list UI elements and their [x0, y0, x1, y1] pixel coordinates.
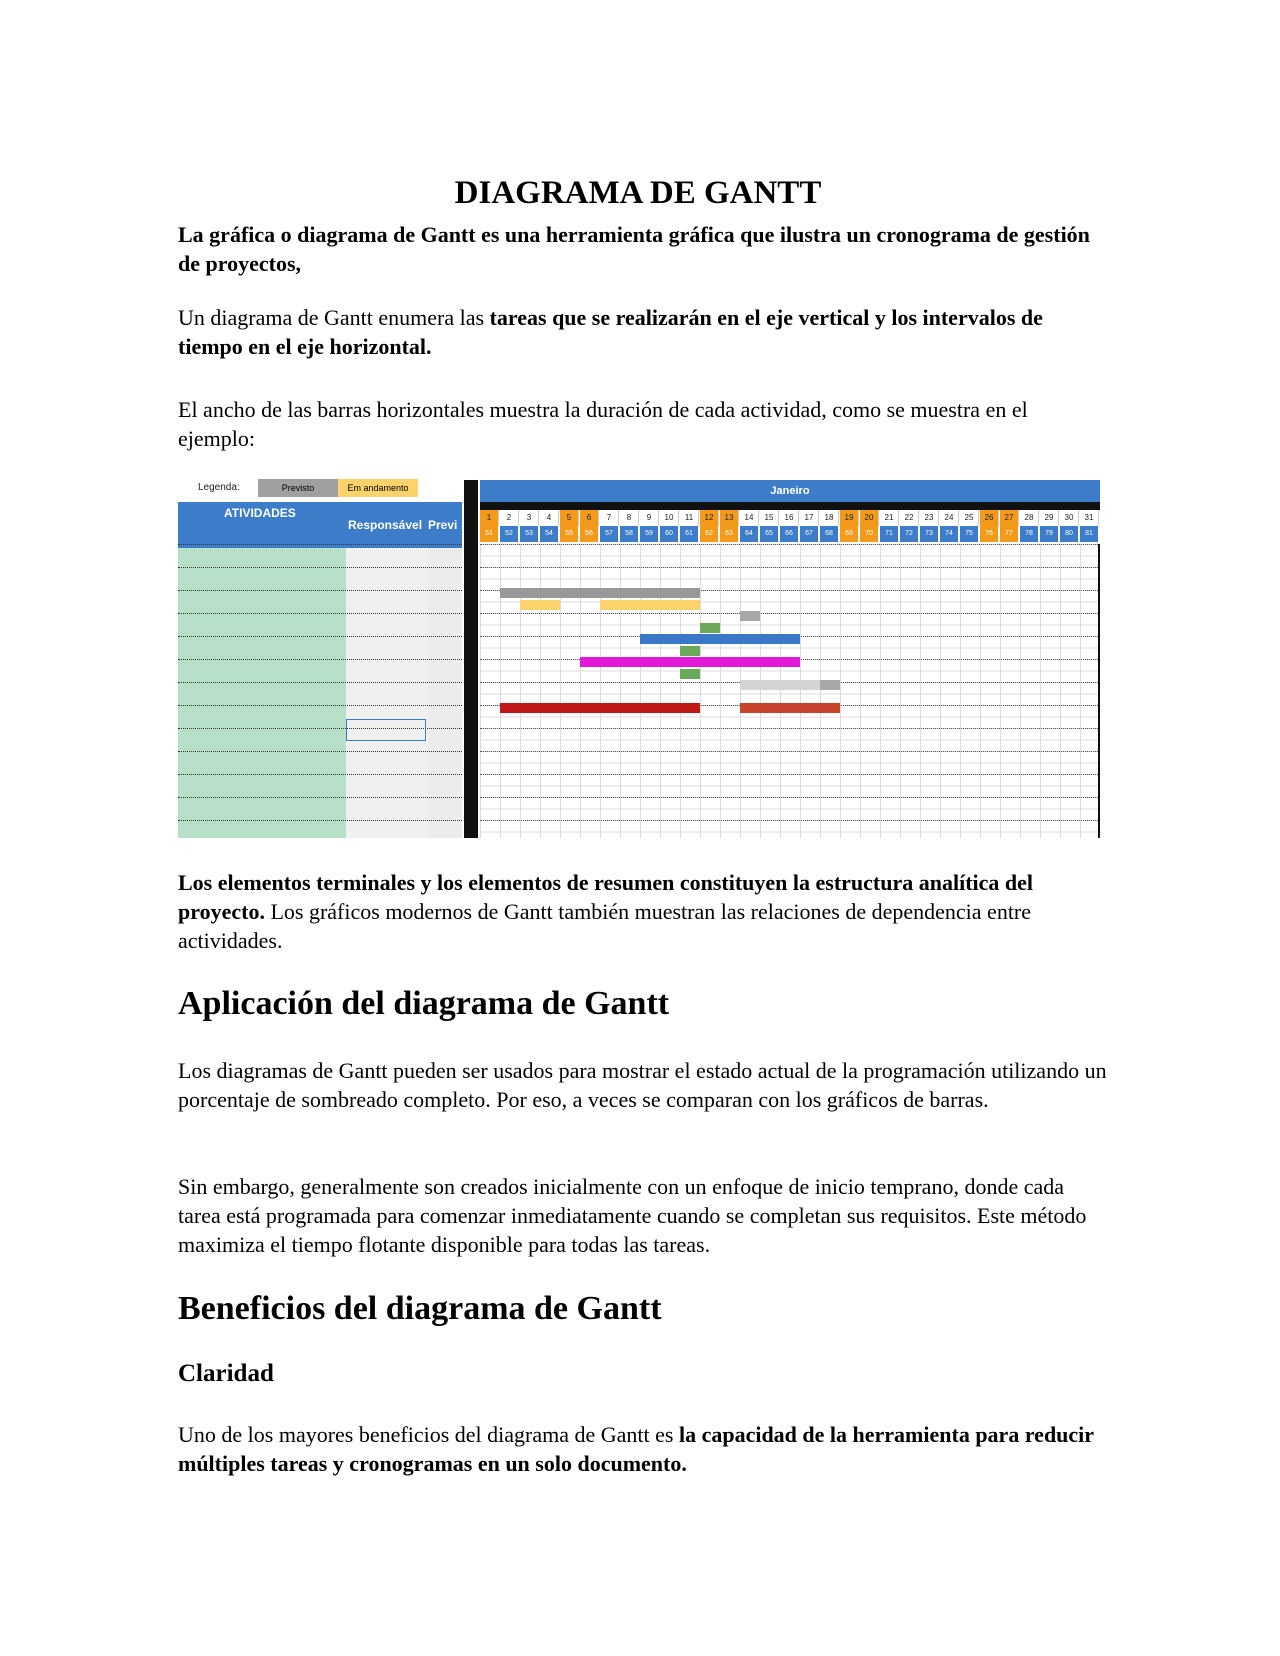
intro-paragraph-2-text: Un diagrama de Gantt enumera las: [178, 305, 490, 330]
intro-paragraph-2-bold: tareas que se realizarán en el eje vertical y los intervalos de tiempo en el eje horizontal.: [178, 305, 1043, 359]
day-number: 58: [620, 526, 639, 542]
day-label: 25: [960, 510, 979, 526]
day-number: 77: [1000, 526, 1019, 542]
gantt-bar: [740, 703, 840, 713]
day-label: 18: [820, 510, 839, 526]
row-separator: [480, 544, 1100, 545]
gantt-chart-image: [178, 478, 1100, 838]
day-label: 27: [1000, 510, 1019, 526]
row-separator: [178, 751, 462, 752]
row-separator: [480, 820, 1100, 821]
day-number: 78: [1020, 526, 1039, 542]
day-label: 19: [840, 510, 859, 526]
gantt-bar: [500, 703, 700, 713]
day-number: 79: [1040, 526, 1059, 542]
page-title: DIAGRAMA DE GANTT: [454, 175, 822, 212]
day-number: 80: [1060, 526, 1079, 542]
gantt-bar: [740, 680, 820, 690]
month-header: Janeiro: [480, 480, 1100, 502]
day-label: 22: [900, 510, 919, 526]
day-label: 1: [480, 510, 499, 526]
activities-column-header: ATIVIDADES: [224, 506, 296, 520]
day-label: 8: [620, 510, 639, 526]
after-chart-paragraph: [178, 868, 1108, 955]
row-separator: [178, 820, 462, 821]
row-separator: [178, 659, 462, 660]
day-number: 62: [700, 526, 719, 542]
gantt-bar: [600, 600, 700, 610]
gantt-bar: [580, 657, 800, 667]
day-number: 60: [660, 526, 679, 542]
responsible-column-header: Responsável: [348, 518, 423, 532]
activities-header: [178, 502, 462, 548]
selected-cell: [346, 719, 426, 741]
subheading-clarity: Claridad: [178, 1360, 274, 1387]
day-number: 66: [780, 526, 799, 542]
clarity-paragraph-bold: la capacidad de la herramienta para reducir múltiples tareas y cronogramas en un solo documento.: [178, 1422, 1094, 1476]
day-label: 4: [540, 510, 559, 526]
row-separator: [480, 797, 1100, 798]
header-band: [480, 502, 1100, 510]
row-separator: [178, 774, 462, 775]
gantt-bar: [640, 634, 800, 644]
intro-paragraph-2: [178, 303, 1108, 361]
day-number: 74: [940, 526, 959, 542]
gantt-bar: [680, 669, 700, 679]
row-separator: [480, 728, 1100, 729]
day-label: 28: [1020, 510, 1039, 526]
application-paragraph-2: Sin embargo, generalmente son creados inicialmente con un enfoque de inicio temprano, donde cada tarea está programada para comenzar inmediatamente cuando se completan sus requisitos. Este método maximiza el tiempo flotante disponible para todas las tareas.: [178, 1174, 1087, 1257]
day-label: 11: [680, 510, 699, 526]
gantt-bar: [680, 646, 700, 656]
frozen-divider: [464, 480, 478, 838]
row-separator: [480, 567, 1100, 568]
day-number: 65: [760, 526, 779, 542]
gantt-bar: [520, 600, 560, 610]
clarity-paragraph-text: Uno de los mayores beneficios del diagrama de Gantt es: [178, 1422, 679, 1447]
row-separator: [480, 613, 1100, 614]
day-label: 31: [1080, 510, 1099, 526]
day-label: 30: [1060, 510, 1079, 526]
day-label: 6: [580, 510, 599, 526]
prev-column: [428, 548, 462, 838]
day-label: 26: [980, 510, 999, 526]
legend-in-progress: Em andamento: [338, 479, 418, 497]
after-chart-bold: Los elementos terminales y los elementos de resumen constituyen la estructura analítica del proyecto.: [178, 870, 1034, 924]
gantt-bar: [500, 588, 700, 598]
row-separator: [178, 544, 462, 545]
day-label: 15: [760, 510, 779, 526]
day-number: 52: [500, 526, 519, 542]
day-number: 61: [680, 526, 699, 542]
row-separator: [480, 751, 1100, 752]
row-separator: [178, 682, 462, 683]
day-label: 3: [520, 510, 539, 526]
responsible-column: [346, 548, 428, 838]
day-label: 7: [600, 510, 619, 526]
day-label: 10: [660, 510, 679, 526]
intro-paragraph-1: La gráfica o diagrama de Gantt es una herramienta gráfica que ilustra un cronograma de gestión de proyectos,: [178, 222, 1090, 276]
day-number: 54: [540, 526, 559, 542]
day-number: 75: [960, 526, 979, 542]
day-label: 13: [720, 510, 739, 526]
day-number: 59: [640, 526, 659, 542]
day-number: 56: [580, 526, 599, 542]
row-separator: [178, 797, 462, 798]
day-number: 51: [480, 526, 499, 542]
day-number: 81: [1080, 526, 1099, 542]
row-separator: [178, 613, 462, 614]
application-paragraph-1: Los diagramas de Gantt pueden ser usados para mostrar el estado actual de la programación utilizando un porcentaje de sombreado completo. Por eso, a veces se comparan con los gráficos de barras.: [178, 1058, 1107, 1112]
day-number: 73: [920, 526, 939, 542]
row-separator: [480, 774, 1100, 775]
activities-column: [178, 548, 346, 838]
gantt-bar: [740, 611, 760, 621]
day-label: 24: [940, 510, 959, 526]
day-number: 72: [900, 526, 919, 542]
day-number: 57: [600, 526, 619, 542]
gantt-bar: [820, 680, 840, 690]
day-label: 14: [740, 510, 759, 526]
day-label: 16: [780, 510, 799, 526]
right-border: [1098, 544, 1100, 838]
day-label: 29: [1040, 510, 1059, 526]
day-label: 5: [560, 510, 579, 526]
day-label: 9: [640, 510, 659, 526]
day-number: 68: [820, 526, 839, 542]
day-number: 64: [740, 526, 759, 542]
day-label: 17: [800, 510, 819, 526]
row-separator: [178, 636, 462, 637]
row-separator: [178, 705, 462, 706]
prev-column-header: Previ: [428, 518, 458, 532]
day-number: 70: [860, 526, 879, 542]
after-chart-text: Los gráficos modernos de Gantt también muestran las relaciones de dependencia entre actividades.: [178, 899, 1032, 953]
row-separator: [178, 590, 462, 591]
day-label: 2: [500, 510, 519, 526]
legend-label: Legenda:: [198, 482, 240, 493]
section-heading-application: Aplicación del diagrama de Gantt: [178, 985, 670, 1022]
day-number: 55: [560, 526, 579, 542]
day-label: 20: [860, 510, 879, 526]
day-number: 53: [520, 526, 539, 542]
day-number: 76: [980, 526, 999, 542]
gantt-bar: [700, 623, 720, 633]
legend-planned: Previsto: [258, 479, 338, 497]
day-label: 12: [700, 510, 719, 526]
section-heading-benefits: Beneficios del diagrama de Gantt: [178, 1290, 662, 1327]
day-label: 21: [880, 510, 899, 526]
day-number: 71: [880, 526, 899, 542]
day-number: 63: [720, 526, 739, 542]
day-label: 23: [920, 510, 939, 526]
day-number: 69: [840, 526, 859, 542]
intro-paragraph-3: El ancho de las barras horizontales muestra la duración de cada actividad, como se muestra en el ejemplo:: [178, 397, 1028, 451]
row-separator: [178, 567, 462, 568]
clarity-paragraph: [178, 1420, 1108, 1478]
day-number: 67: [800, 526, 819, 542]
